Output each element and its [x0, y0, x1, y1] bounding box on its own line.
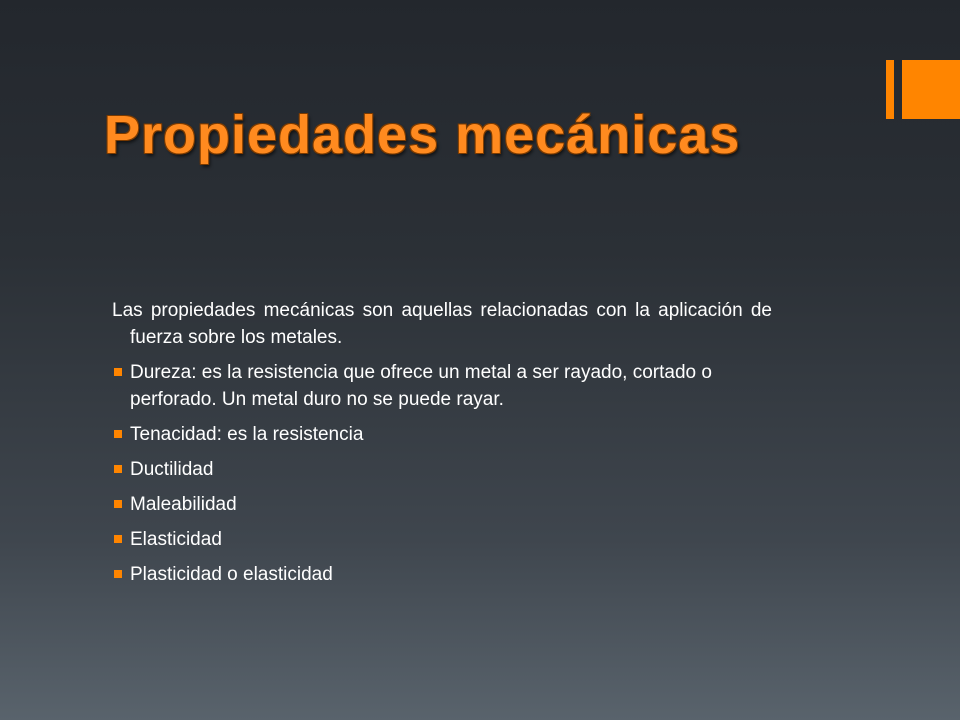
- bullet-text-dureza: Dureza: es la resistencia que ofrece un metal a ser rayado, cortado o perforado. Un metal duro no se puede rayar.: [130, 362, 712, 410]
- slide-body: [112, 297, 772, 596]
- bullet-item-maleabilidad: [112, 491, 772, 518]
- bullet-item-elasticidad: [112, 526, 772, 553]
- square-bullet-icon: [114, 368, 122, 376]
- slide-title: Propiedades mecánicas: [104, 105, 741, 165]
- bullet-text-tenacidad: Tenacidad: es la resistencia: [130, 424, 364, 445]
- square-bullet-icon: [114, 465, 122, 473]
- accent-bar-wide: [902, 60, 960, 119]
- bullet-text-plasticidad: Plasticidad o elasticidad: [130, 564, 333, 585]
- bullet-text-elasticidad: Elasticidad: [130, 529, 222, 550]
- bullet-item-dureza: [112, 359, 772, 413]
- bullet-item-tenacidad: [112, 421, 772, 448]
- bullet-item-plasticidad: [112, 561, 772, 588]
- square-bullet-icon: [114, 430, 122, 438]
- bullet-list: [112, 359, 772, 588]
- square-bullet-icon: [114, 500, 122, 508]
- square-bullet-icon: [114, 535, 122, 543]
- bullet-text-maleabilidad: Maleabilidad: [130, 494, 237, 515]
- bullet-item-ductilidad: [112, 456, 772, 483]
- bullet-text-ductilidad: Ductilidad: [130, 459, 214, 480]
- intro-paragraph: Las propiedades mecánicas son aquellas relacionadas con la aplicación de fuerza sobre los metales.: [112, 300, 772, 348]
- accent-bar-thin: [886, 60, 894, 119]
- square-bullet-icon: [114, 570, 122, 578]
